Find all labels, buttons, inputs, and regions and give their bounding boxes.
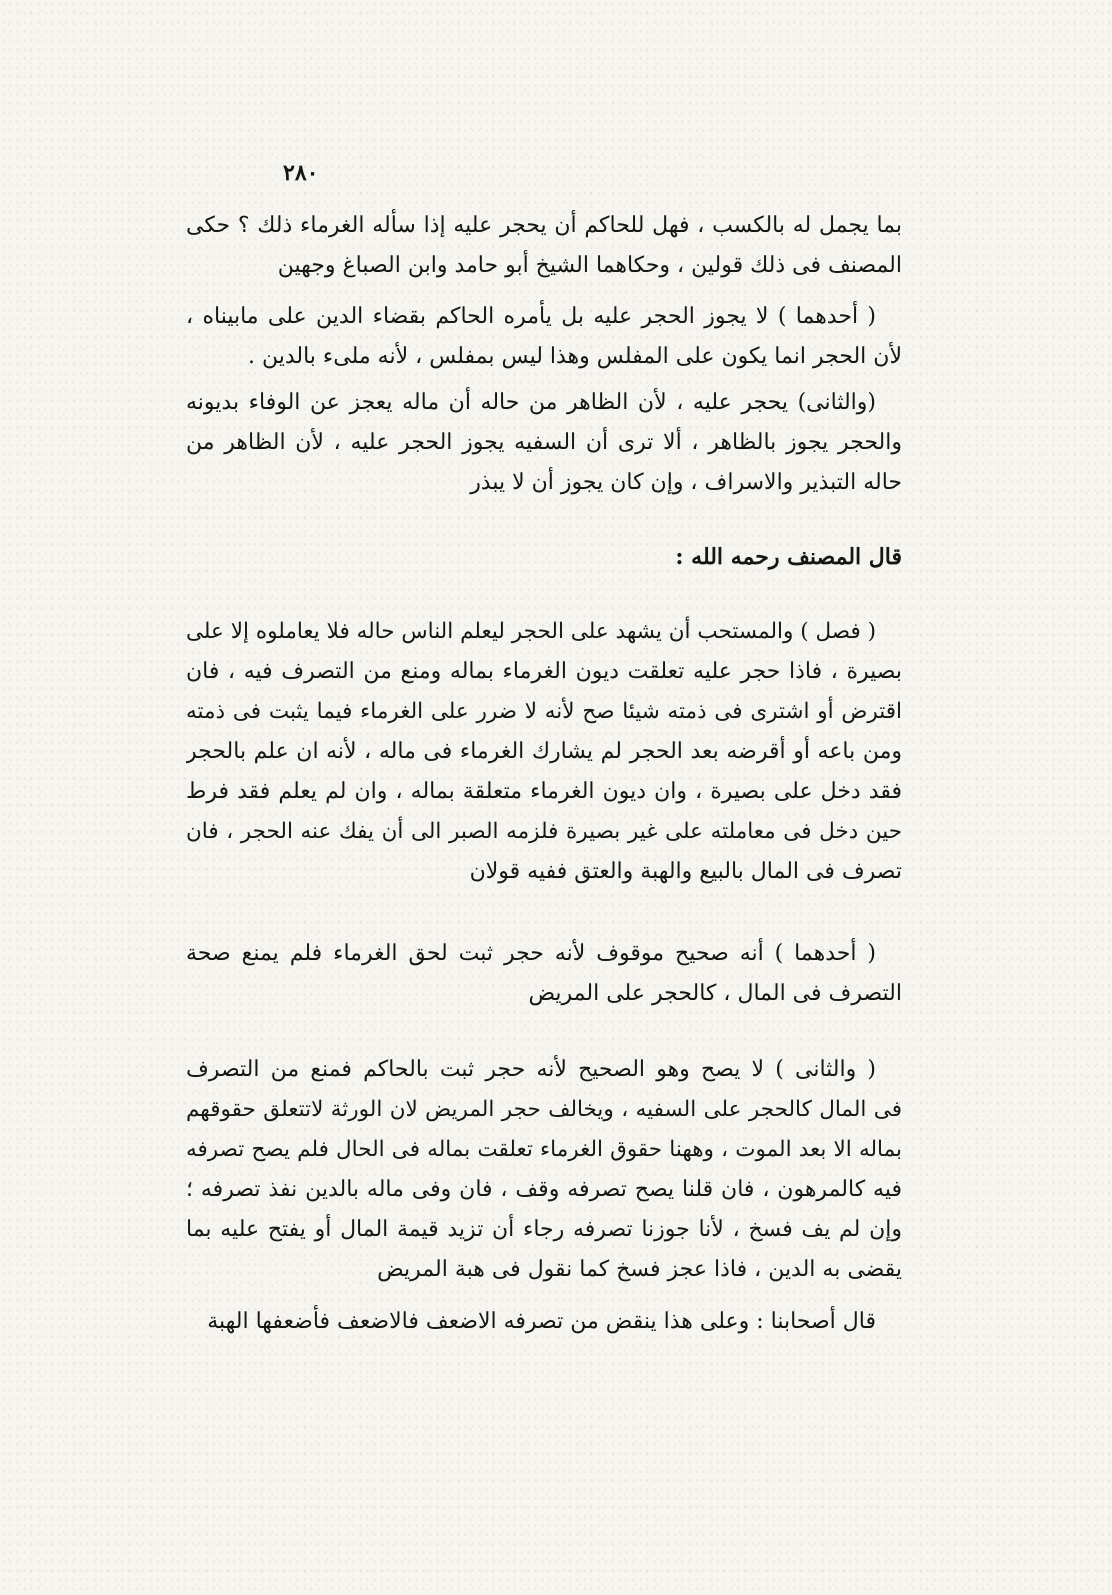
- text-line: فيه كالمرهون ، فان قلنا يصح تصرفه وقف ، فان وفى ماله بالدين نفذ تصرفه ؛: [186, 1177, 902, 1202]
- text-line: حاله التبذير والاسراف ، وإن كان يجوز أن لا يبذر: [470, 470, 902, 495]
- text-line: بما يجمل له بالكسب ، فهل للحاكم أن يحجر عليه إذا سأله الغرماء ذلك ؟ حكى: [186, 213, 902, 238]
- paragraph-second-opinion: [186, 383, 902, 503]
- text-line: ومن باعه أو أقرضه بعد الحجر لم يشارك الغرماء فى ماله ، لأنه ان علم بالحجر: [186, 739, 902, 764]
- text-line: حين دخل فى معاملته على غير بصيرة فلزمه الصبر الى أن يفك عنه الحجر ، فان: [186, 819, 902, 844]
- text-line: التصرف فى المال ، كالحجر على المريض: [528, 981, 902, 1006]
- text-line: المصنف فى ذلك قولين ، وحكاهما الشيخ أبو حامد وابن الصباغ وجهين: [277, 253, 902, 278]
- text-line: اقترض أو اشترى فى ذمته شيئا صح لأنه لا ضرر على الغرماء فيما يثبت فى ذمته: [186, 699, 902, 724]
- text-line: ( والثانى ) لا يصح وهو الصحيح لأنه حجر ثبت بالحاكم فمنع من التصرف: [186, 1057, 876, 1082]
- section-heading: قال المصنف رحمه الله :: [675, 544, 902, 570]
- text-line: بماله الا بعد الموت ، وههنا حقوق الغرماء تعلقت بماله فى الحال فلم يصح تصرفه: [186, 1137, 902, 1162]
- paragraph-first-opinion: [186, 297, 902, 377]
- paragraph-companions: [186, 1302, 902, 1342]
- text-line: ( أحدهما ) أنه صحيح موقوف لأنه حجر ثبت لحق الغرماء فلم يمنع صحة: [186, 941, 876, 966]
- text-line: تصرف فى المال بالبيع والهبة والعتق ففيه قولان: [469, 859, 902, 884]
- text-line: يقضى به الدين ، فاذا عجز فسخ كما نقول فى هبة المريض: [377, 1257, 902, 1282]
- text-line: ( أحدهما ) لا يجوز الحجر عليه بل يأمره الحاكم بقضاء الدين على مابيناه ،: [186, 304, 876, 329]
- paragraph-second-view: [186, 1050, 902, 1290]
- text-line: ( فصل ) والمستحب أن يشهد على الحجر ليعلم الناس حاله فلا يعاملوه إلا على: [186, 619, 876, 644]
- text-line: لأن الحجر انما يكون على المفلس وهذا ليس بمفلس ، لأنه ملىء بالدين .: [248, 344, 902, 369]
- paragraph-fasl: [186, 612, 902, 892]
- text-line: وإن لم يف فسخ ، لأنا جوزنا تصرفه رجاء أن تزيد قيمة المال أو يفتح عليه بما: [186, 1217, 902, 1242]
- text-line: والحجر يجوز بالظاهر ، ألا ترى أن السفيه يجوز الحجر عليه ، لأن الظاهر من: [186, 430, 902, 455]
- text-line: فقد دخل على بصيرة ، وان ديون الغرماء متعلقة بماله ، وان لم يعلم فقد فرط: [186, 779, 902, 804]
- text-line: قال أصحابنا : وعلى هذا ينقض من تصرفه الاضعف فالاضعف فأضعفها الهبة: [207, 1309, 876, 1334]
- paragraph-continuation: [186, 206, 902, 286]
- text-line: (والثانى) يحجر عليه ، لأن الظاهر من حاله أن ماله يعجز عن الوفاء بديونه: [186, 390, 876, 415]
- page-number: ٢٨٠: [283, 160, 319, 186]
- text-line: فى المال كالحجر على السفيه ، ويخالف حجر المريض لان الورثة لاتتعلق حقوقهم: [186, 1097, 902, 1122]
- paragraph-first-view: [186, 934, 902, 1014]
- text-line: بصيرة ، فاذا حجر عليه تعلقت ديون الغرماء بماله ومنع من التصرف فيه ، فان: [186, 659, 902, 684]
